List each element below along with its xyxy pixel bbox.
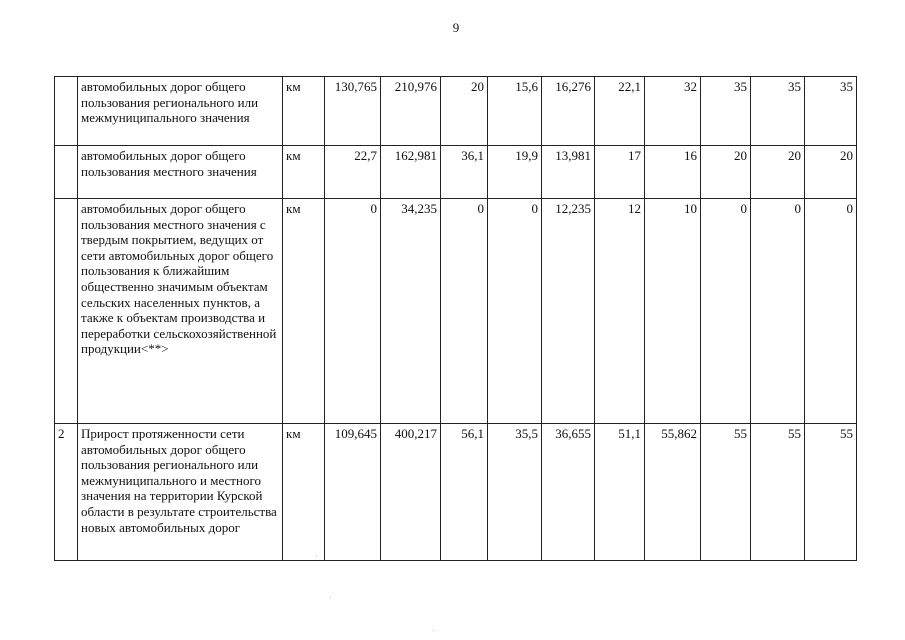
table-row bbox=[55, 146, 857, 199]
value-cell: 0 bbox=[805, 199, 857, 424]
value-cell: 55 bbox=[701, 424, 751, 561]
value-cell: 12,235 bbox=[542, 199, 595, 424]
value-cell: 35,5 bbox=[488, 424, 542, 561]
unit-cell: км bbox=[283, 146, 325, 199]
value-cell: 34,235 bbox=[381, 199, 441, 424]
value-cell: 56,1 bbox=[441, 424, 488, 561]
value-cell: 36,1 bbox=[441, 146, 488, 199]
value-cell: 109,645 bbox=[325, 424, 381, 561]
value-cell: 16,276 bbox=[542, 77, 595, 146]
value-cell: 19,9 bbox=[488, 146, 542, 199]
value-cell: 20 bbox=[805, 146, 857, 199]
indicator-name: автомобильных дорог общего пользования регионального или межмуниципального значения bbox=[78, 77, 283, 146]
value-cell: 13,981 bbox=[542, 146, 595, 199]
page-number: 9 bbox=[452, 20, 460, 35]
value-cell: 0 bbox=[325, 199, 381, 424]
unit-cell: км bbox=[283, 199, 325, 424]
value-cell: 16 bbox=[645, 146, 701, 199]
unit-cell: км bbox=[283, 424, 325, 561]
indicator-name: автомобильных дорог общего пользования местного значения bbox=[78, 146, 283, 199]
scan-speck bbox=[330, 597, 331, 598]
value-cell: 0 bbox=[701, 199, 751, 424]
row-number bbox=[55, 199, 78, 424]
value-cell: 400,217 bbox=[381, 424, 441, 561]
value-cell: 20 bbox=[751, 146, 805, 199]
value-cell: 55 bbox=[805, 424, 857, 561]
value-cell: 35 bbox=[701, 77, 751, 146]
value-cell: 0 bbox=[488, 199, 542, 424]
value-cell: 35 bbox=[751, 77, 805, 146]
value-cell: 55,862 bbox=[645, 424, 701, 561]
row-number: 2 bbox=[55, 424, 78, 561]
value-cell: 32 bbox=[645, 77, 701, 146]
indicators-table bbox=[54, 76, 857, 561]
value-cell: 17 bbox=[595, 146, 645, 199]
row-number bbox=[55, 77, 78, 146]
scan-speck bbox=[433, 630, 434, 631]
table-row bbox=[55, 424, 857, 561]
value-cell: 210,976 bbox=[381, 77, 441, 146]
value-cell: 51,1 bbox=[595, 424, 645, 561]
value-cell: 20 bbox=[441, 77, 488, 146]
value-cell: 15,6 bbox=[488, 77, 542, 146]
value-cell: 22,1 bbox=[595, 77, 645, 146]
value-cell: 36,655 bbox=[542, 424, 595, 561]
value-cell: 22,7 bbox=[325, 146, 381, 199]
table-row bbox=[55, 77, 857, 146]
value-cell: 0 bbox=[751, 199, 805, 424]
value-cell: 12 bbox=[595, 199, 645, 424]
value-cell: 10 bbox=[645, 199, 701, 424]
indicator-name: автомобильных дорог общего пользования местного значения с твердым покрытием, ведущих от сети автомобильных дорог общего пользования к ближайшим общественно значимым объектам сельских населенных пунктов, а также к объектам производства и переработки сельскохозяйственной продукции<**> bbox=[78, 199, 283, 424]
value-cell: 55 bbox=[751, 424, 805, 561]
value-cell: 35 bbox=[805, 77, 857, 146]
indicator-name: Прирост протяженности сети автомобильных дорог общего пользования регионального или межмуниципального и местного значения на территории Курской области в результате строительства новых автомобильных дорог bbox=[78, 424, 283, 561]
value-cell: 162,981 bbox=[381, 146, 441, 199]
scan-speck bbox=[316, 556, 317, 557]
value-cell: 0 bbox=[441, 199, 488, 424]
value-cell: 130,765 bbox=[325, 77, 381, 146]
value-cell: 20 bbox=[701, 146, 751, 199]
unit-cell: км bbox=[283, 77, 325, 146]
row-number bbox=[55, 146, 78, 199]
table-row bbox=[55, 199, 857, 424]
